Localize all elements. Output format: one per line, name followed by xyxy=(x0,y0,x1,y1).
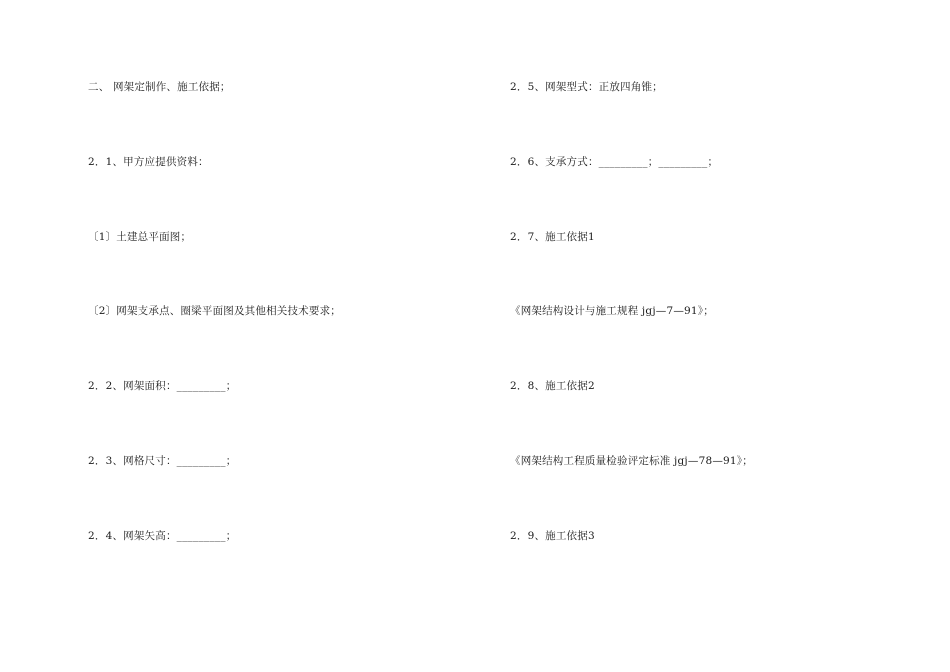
clause-2-2: 2．2、网架面积：_________； xyxy=(88,380,237,392)
clause-2-6: 2．6、支承方式：_________；_________； xyxy=(510,156,719,168)
clause-2-1: 2．1、甲方应提供资料： xyxy=(88,156,209,168)
standard-reference-2: 《网架结构工程质量检验评定标准 jgj—78—91》； xyxy=(510,455,753,467)
clause-2-8: 2．8、施工依据2 xyxy=(510,380,595,392)
standard-reference-1: 《网架结构设计与施工规程 jgj—7—91》； xyxy=(510,305,714,317)
clause-2-3: 2．3、网格尺寸：_________； xyxy=(88,455,237,467)
clause-2-9: 2．9、施工依据3 xyxy=(510,530,595,542)
clause-2-5: 2．5、网架型式：正放四角锥； xyxy=(510,81,663,93)
item-2: 〔2〕网架支承点、圈梁平面图及其他相关技术要求； xyxy=(88,305,341,317)
section-heading: 二、 网架定制作、施工依据； xyxy=(88,81,231,93)
clause-2-7: 2．7、施工依据1 xyxy=(510,231,595,243)
clause-2-4: 2．4、网架矢高：_________； xyxy=(88,530,237,542)
item-1: 〔1〕土建总平面图； xyxy=(88,231,192,243)
